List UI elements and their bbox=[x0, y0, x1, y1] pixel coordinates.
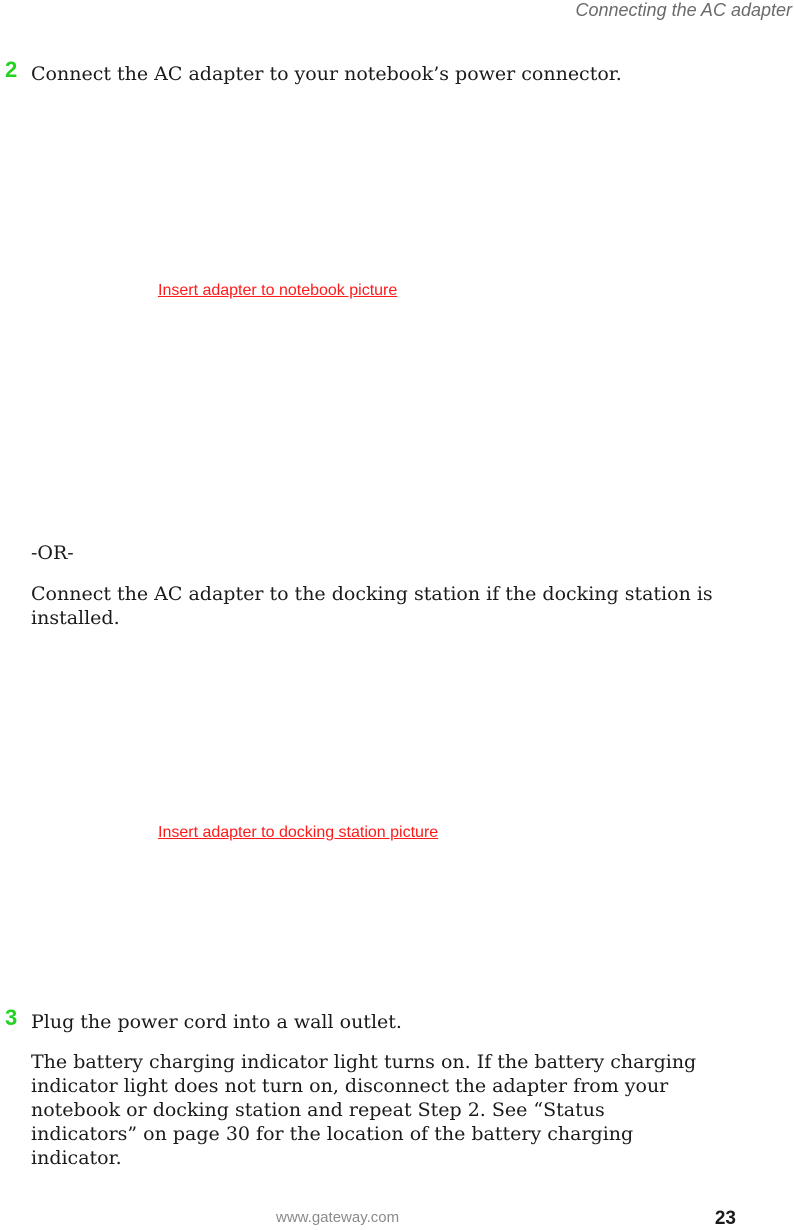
page-number: 23 bbox=[714, 1208, 736, 1229]
battery-indicator-text: The battery charging indicator light turns on. If the battery charging indicator light does not turn on, disconnect the adapter from your notebook or docking station and repeat Step 2. See “Status indicators” on page 30 for the location of the battery charging indicator. bbox=[31, 1051, 697, 1169]
docking-picture-placeholder: Insert adapter to docking station picture bbox=[158, 824, 439, 841]
footer-url: www.gateway.com bbox=[276, 1209, 400, 1226]
notebook-picture-placeholder: Insert adapter to notebook picture bbox=[158, 282, 398, 299]
step-2-text: Connect the AC adapter to your notebook’s power connector. bbox=[31, 63, 622, 85]
running-header: Connecting the AC adapter bbox=[575, 0, 792, 20]
step-2-number: 2 bbox=[5, 57, 18, 82]
step-3-number: 3 bbox=[5, 1005, 18, 1030]
or-separator: -OR- bbox=[31, 542, 74, 564]
step-3-text: Plug the power cord into a wall outlet. bbox=[31, 1011, 402, 1033]
docking-station-text: Connect the AC adapter to the docking station if the docking station is installed. bbox=[31, 583, 713, 629]
